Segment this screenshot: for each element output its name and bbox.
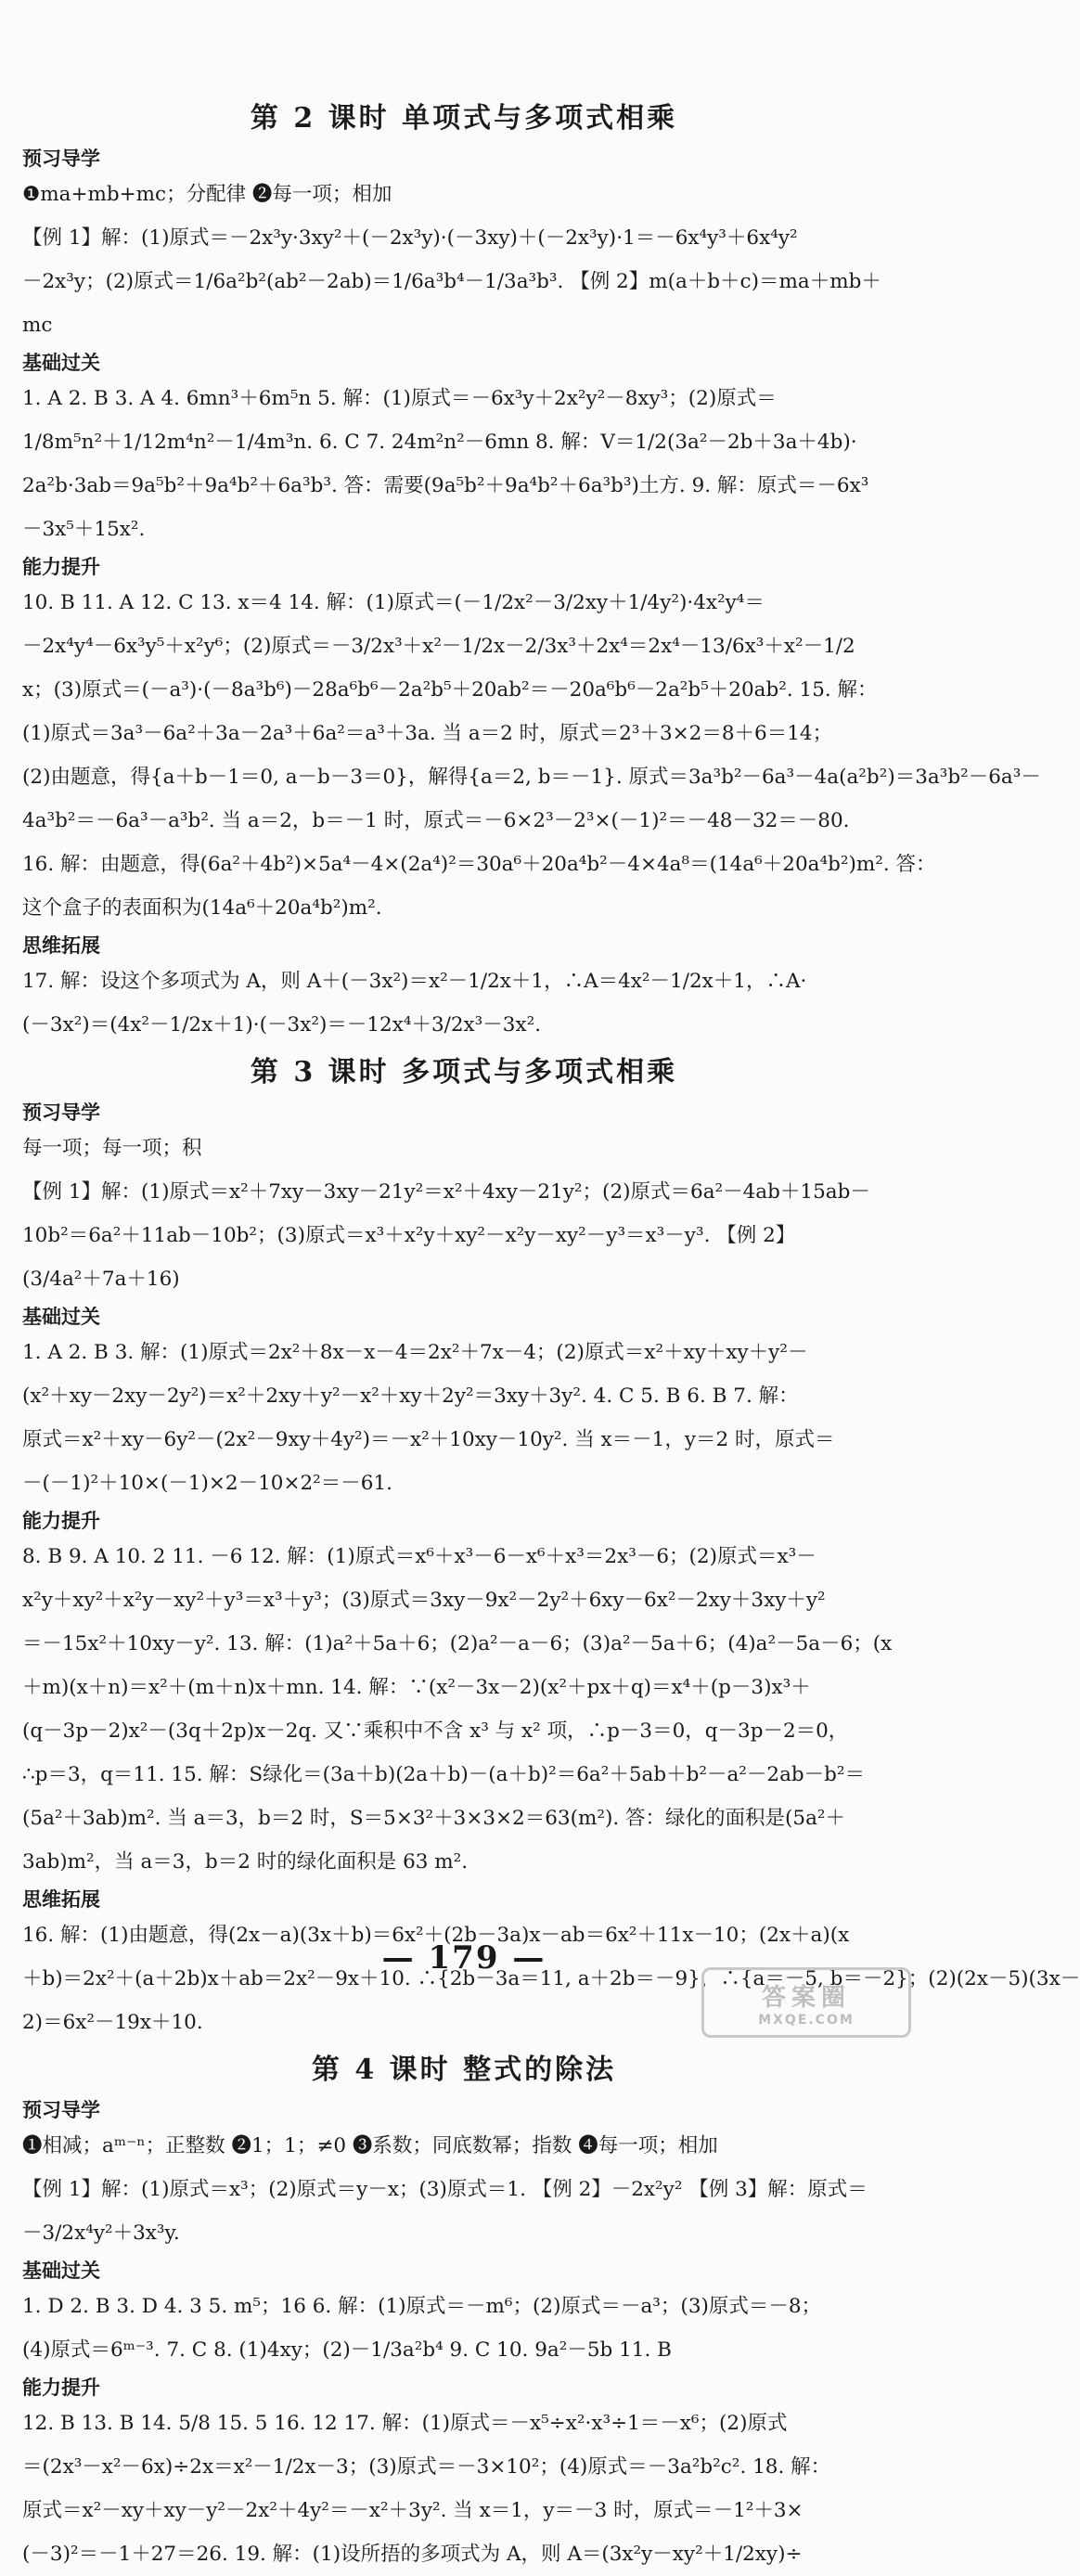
answer-line: (3/4a²＋7a＋16) [22,1268,180,1291]
answer-line: x；(3)原式＝(－a³)·(－8a³b⁶)－28a⁶b⁶－2a²b⁵＋20ab²＝－20a⁶b⁶－2a²b⁵＋20ab². 15. 解： [22,678,878,702]
answer-line: 原式＝x²＋xy－6y²－(2x²－9xy＋4y²)＝－x²＋10xy－10y². 当 x＝－1，y＝2 时，原式＝ [22,1428,835,1451]
section-heading: 思维拓展 [22,1888,100,1911]
answer-line: ∴p＝3，q＝11. 15. 解：S绿化＝(3a＋b)(2a＋b)－(a＋b)²＝6a²＋5ab＋b²－a²－2ab－b²＝ [22,1763,866,1786]
lesson-title: 第 4 课时 整式的除法 [311,2054,617,2086]
answer-line: 1. A 2. B 3. A 4. 6mn³＋6m⁵n 5. 解：(1)原式＝－6x³y＋2x²y²－8xy³；(2)原式＝ [22,387,777,410]
answer-line: x²y＋xy²＋x²y－xy²＋y³＝x³＋y³；(3)原式＝3xy－9x²－2y²＋6xy－6x²－2xy＋3xy＋y² [22,1589,826,1612]
answer-line: 【例 1】解：(1)原式＝x³；(2)原式＝y－x；(3)原式＝1. 【例 2】－2x²y² 【例 3】解：原式＝ [22,2178,868,2201]
section-heading: 能力提升 [22,2376,100,2399]
answer-line: (－3)²＝－1＋27＝26. 19. 解：(1)设所捂的多项式为 A，则 A＝(3x²y－xy²＋1/2xy)÷ [22,2543,803,2566]
answer-line: 8. B 9. A 10. 2 11. －6 12. 解：(1)原式＝x⁶＋x³－6－x⁶＋x³＝2x³－6；(2)原式＝x³－ [22,1545,816,1568]
answer-line: 1. D 2. B 3. D 4. 3 5. m⁵；16 6. 解：(1)原式＝－m⁶；(2)原式＝－a³；(3)原式＝－8； [22,2295,822,2318]
lesson-title: 第 3 课时 多项式与多项式相乘 [250,1056,678,1088]
answer-line: (x²＋xy－2xy－2y²)＝x²＋2xy＋y²－x²＋xy＋2y²＝3xy＋3y². 4. C 5. B 6. B 7. 解： [22,1385,799,1408]
answer-line: (1)原式＝3a³－6a²＋3a－2a³＋6a²＝a³＋3a. 当 a＝2 时，原式＝2³＋3×2＝8＋6＝14； [22,722,833,745]
answer-line: 16. 解：由题意，得(6a²＋4b²)×5a⁴－4×(2a⁴)²＝30a⁶＋20a⁴b²－4×4a⁸＝(14a⁶＋20a⁴b²)m². 答： [22,853,936,876]
answer-line: 3ab)m²，当 a＝3，b＝2 时的绿化面积是 63 m². [22,1850,469,1874]
page-number: — 179 — [381,1939,546,1977]
answer-line: 这个盒子的表面积为(14a⁶＋20a⁴b²)m². [22,896,382,920]
lesson-title: 第 2 课时 单项式与多项式相乘 [250,102,678,135]
section-heading: 能力提升 [22,556,100,578]
answer-line: (2)由题意，得{a＋b－1＝0, a－b－3＝0}，解得{a＝2, b＝－1}. 原式＝3a³b²－6a³－4a(a²b²)＝3a³b²－6a³－ [22,766,1041,789]
watermark-text: 答案圈 [761,1983,851,2012]
answer-line: －3x⁵＋15x². [22,518,146,541]
section-heading: 基础过关 [22,1306,100,1328]
answer-line: 4a³b²＝－6a³－a³b². 当 a＝2，b＝－1 时，原式＝－6×2³－2³×(－1)²＝－48－32＝－80. [22,809,850,832]
answer-line: (q－3p－2)x²－(3q＋2p)x－2q. 又∵乘积中不含 x³ 与 x² 项，∴p－3＝0，q－3p－2＝0， [22,1719,849,1743]
answer-line: 【例 1】解：(1)原式＝x²＋7xy－3xy－21y²＝x²＋4xy－21y²；(2)原式＝6a²－4ab＋15ab－ [22,1180,870,1204]
answer-line: －(－1)²＋10×(－1)×2－10×2²＝－61. [22,1472,392,1495]
section-heading: 基础过关 [22,352,100,374]
answer-line: ＋b)＝2x²＋(a＋2b)x＋ab＝2x²－9x＋10. ∴{2b－3a＝11, a＋2b＝－9}，∴{a＝－5, b＝－2}；(2)(2x－5)(3x－ [22,1967,1080,1990]
answer-line: ❶ma+mb+mc；分配律 ❷每一项；相加 [22,183,392,206]
section-heading: 思维拓展 [22,934,100,957]
answer-line: 2a²b·3ab＝9a⁵b²＋9a⁴b²＋6a³b³. 答：需要(9a⁵b²＋9a⁴b²＋6a³b³)土方. 9. 解：原式＝－6x³ [22,474,869,497]
section-heading: 预习导学 [22,2099,100,2121]
answer-line: mc [22,314,53,337]
section-heading: 预习导学 [22,1101,100,1124]
answer-line: (5a²＋3ab)m². 当 a＝3，b＝2 时，S＝5×3²＋3×3×2＝63(m²). 答：绿化的面积是(5a²＋ [22,1807,846,1830]
answer-line: －2x⁴y⁴－6x³y⁵＋x²y⁶；(2)原式＝－3/2x³＋x²－1/2x－2/3x³＋2x⁴＝2x⁴－13/6x³＋x²－1/2 [22,635,855,658]
answer-line: (4)原式＝6ᵐ⁻³. 7. C 8. (1)4xy；(2)－1/3a²b⁴ 9. C 10. 9a²－5b 11. B [22,2338,672,2362]
answer-line: 16. 解：(1)由题意，得(2x－a)(3x＋b)＝6x²＋(2b－3a)x－ab＝6x²＋11x－10；(2x＋a)(x [22,1924,850,1947]
answer-line: 1/8m⁵n²＋1/12m⁴n²－1/4m³n. 6. C 7. 24m²n²－6mn 8. 解：V＝1/2(3a²－2b＋3a＋4b)· [22,431,857,454]
answer-line: 原式＝x²－xy＋xy－y²－2x²＋4y²＝－x²＋3y². 当 x＝1，y＝－3 时，原式＝－1²＋3× [22,2499,804,2522]
answer-line: －3/2x⁴y²＋3x³y. [22,2222,180,2245]
section-heading: 基础过关 [22,2260,100,2282]
answer-line: ＝(2x³－x²－6x)÷2x＝x²－1/2x－3；(3)原式＝－3×10²；(4)原式＝－3a²b²c². 18. 解： [22,2455,831,2479]
answer-line: 每一项；每一项；积 [22,1137,202,1160]
answer-line: 2)＝6x²－19x＋10. [22,2011,203,2034]
answer-line: ＝－15x²＋10xy－y². 13. 解：(1)a²＋5a＋6；(2)a²－a－6；(3)a²－5a＋6；(4)a²－5a－6；(x [22,1632,893,1655]
answer-line: 17. 解：设这个多项式为 A，则 A＋(－3x²)＝x²－1/2x＋1，∴A＝4x²－1/2x＋1，∴A· [22,970,807,993]
answer-line: －2x³y；(2)原式＝1/6a²b²(ab²－2ab)＝1/6a³b⁴－1/3a³b³. 【例 2】m(a＋b＋c)＝ma＋mb＋ [22,270,881,293]
section-heading: 预习导学 [22,148,100,170]
answer-line: ❶相减；aᵐ⁻ⁿ；正整数 ❷1；1；≠0 ❸系数；同底数幂；指数 ❹每一项；相加 [22,2134,718,2157]
answer-line: 12. B 13. B 14. 5/8 15. 5 16. 12 17. 解：(1)原式＝－x⁵÷x²·x³÷1＝－x⁶；(2)原式 [22,2412,788,2435]
answer-line: 1. A 2. B 3. 解：(1)原式＝2x²＋8x－x－4＝2x²＋7x－4；(2)原式＝x²＋xy＋xy＋y²－ [22,1341,808,1364]
watermark-logo [701,1967,911,2038]
answer-line: (－3x²)＝(4x²－1/2x＋1)·(－3x²)＝－12x⁴＋3/2x³－3x². [22,1013,542,1037]
answer-line: ＋m)(x＋n)＝x²＋(m＋n)x＋mn. 14. 解：∵(x²－3x－2)(x²＋px＋q)＝x⁴＋(p－3)x³＋ [22,1676,811,1699]
watermark-url: MXQE.COM [758,2012,855,2028]
answer-page [22,93,1080,2576]
answer-line: 10. B 11. A 12. C 13. x＝4 14. 解：(1)原式＝(－1/2x²－3/2xy＋1/4y²)·4x²y⁴＝ [22,591,765,614]
answer-line: 10b²＝6a²＋11ab－10b²；(3)原式＝x³＋x²y＋xy²－x²y－xy²－y³＝x³－y³. 【例 2】 [22,1224,796,1247]
answer-line: 【例 1】解：(1)原式＝－2x³y·3xy²＋(－2x³y)·(－3xy)＋(－2x³y)·1＝－6x⁴y³＋6x⁴y² [22,226,798,250]
section-heading: 能力提升 [22,1510,100,1532]
